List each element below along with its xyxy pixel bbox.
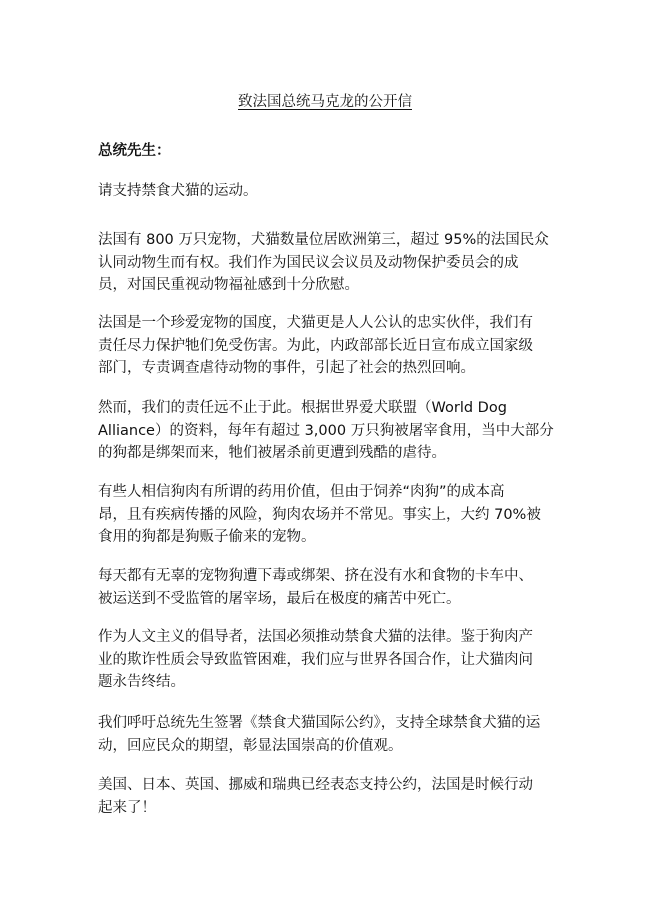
paragraph-line: 每天都有无辜的宠物狗遭下毒或绑架、挤在没有水和食物的卡车中、 [98, 568, 533, 584]
paragraph [98, 397, 560, 465]
paragraph [98, 565, 560, 610]
paragraph [98, 180, 560, 203]
letter-title: 致法国总统马克龙的公开信 [238, 94, 412, 110]
paragraph-line: 然而，我们的责任远不止于此。根据世界爱犬联盟（World Dog [98, 400, 507, 416]
paragraph-line: 请支持禁食犬猫的运动。 [98, 183, 258, 199]
paragraph [98, 312, 560, 380]
paragraph-line: 的狗都是绑架而来，牠们被屠杀前更遭到残酷的虐待。 [98, 445, 446, 461]
paragraph [98, 626, 560, 694]
paragraph-line: 部门，专责调查虐待动物的事件，引起了社会的热烈回响。 [98, 360, 475, 376]
paragraph-line: 法国是一个珍爱宠物的国度，犬猫更是人人公认的忠实伙伴，我们有 [98, 315, 533, 331]
paragraph-line: 员，对国民重视动物福祉感到十分欣慰。 [98, 277, 359, 293]
paragraph-line: 有些人相信狗肉有所谓的药用价值，但由于饲养“肉狗”的成本高 [98, 484, 505, 500]
paragraph-line: 责任尽力保护牠们免受伤害。为此，内政部部长近日宣布成立国家级 [98, 337, 533, 354]
paragraph [98, 712, 560, 757]
paragraph-line: 认同动物生而有权。我们作为国民议会议员及动物保护委员会的成 [98, 254, 519, 271]
paragraph-line: 法国有 800 万只宠物，犬猫数量位居欧洲第三，超过 95%的法国民众 [98, 232, 549, 248]
paragraph-line: 美国、日本、英国、挪威和瑞典已经表态支持公约，法国是时候行动 [98, 777, 533, 793]
paragraph-line: 食用的狗都是狗贩子偷来的宠物。 [98, 529, 316, 545]
paragraph-line: 业的欺诈性质会导致监管困难，我们应与世界各国合作，让犬猫肉问 [98, 651, 533, 668]
paragraph-line: 作为人文主义的倡导者，法国必须推动禁食犬猫的法律。鉴于狗肉产 [98, 629, 533, 645]
paragraph-line: 题永告终结。 [98, 674, 185, 690]
paragraph-line: 我们呼吁总统先生签署《禁食犬猫国际公约》，支持全球禁食犬猫的运 [98, 715, 541, 731]
paragraph-line: 起来了！ [98, 799, 156, 816]
salutation: 总统先生： [98, 143, 171, 159]
paragraph-line: 动，回应民众的期望，彰显法国崇高的价值观。 [98, 737, 403, 754]
paragraph [98, 229, 560, 297]
paragraph-line: 被运送到不受监管的屠宰场，最后在极度的痛苦中死亡。 [98, 590, 461, 607]
paragraph-line: 昂，且有疾病传播的风险，狗肉农场并不常见。事实上，大约 70%被 [98, 506, 541, 523]
paragraph-line: Alliance）的资料，每年有超过 3,000 万只狗被屠宰食用，当中大部分 [98, 422, 554, 439]
paragraph [98, 774, 560, 819]
paragraph [98, 481, 560, 549]
